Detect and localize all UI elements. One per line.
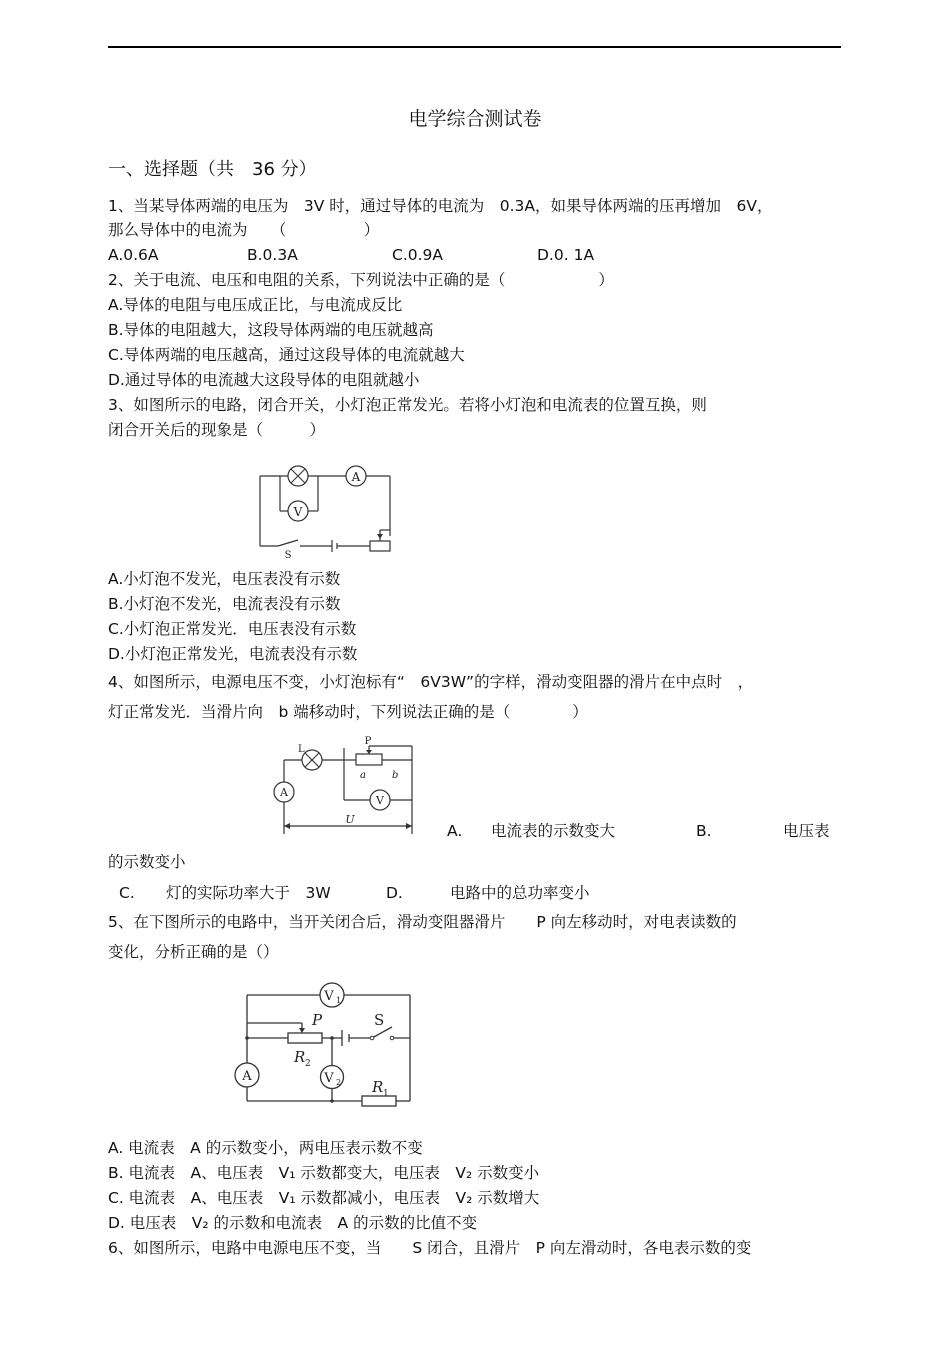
q6-stem-line1: 6、如图所示，电路中电源电压不变，当 S 闭合，且滑片 P 向左滑动时，各电表示数的变 xyxy=(108,1239,752,1257)
q5-option-b: B. 电流表 A、电压表 V₁ 示数都变大，电压表 V₂ 示数变小 xyxy=(108,1164,540,1182)
q5-stem-line2: 变化，分析正确的是（） xyxy=(108,943,279,961)
q2-option-b: B.导体的电阻越大，这段导体两端的电压就越高 xyxy=(108,321,434,339)
dimension-arrow-right-icon xyxy=(406,823,412,829)
q4-option-a-text: 电流表的示数变大 xyxy=(491,822,616,840)
q5-v1-label: V xyxy=(324,989,334,1004)
q5-v1-subscript: 1 xyxy=(336,996,342,1005)
q5-stem-line1: 5、在下图所示的电路中，当开关闭合后，滑动变阻器滑片 P 向左移动时，对电表读数的 xyxy=(108,913,737,931)
q5-option-d: D. 电压表 V₂ 的示数和电流表 A 的示数的比值不变 xyxy=(108,1214,478,1232)
q4-lamp-label: L xyxy=(298,744,305,755)
q4-slider-label: P xyxy=(364,736,372,747)
q5-r2-subscript: 2 xyxy=(305,1059,311,1069)
q1-option-d: D.0. 1A xyxy=(537,246,595,264)
q5-ammeter-label: A xyxy=(242,1069,252,1084)
q4-option-d-text: 电路中的总功率变小 xyxy=(450,884,590,902)
q3-stem-line1: 3、如图所示的电路，闭合开关，小灯泡正常发光。若将小灯泡和电流表的位置互换，则 xyxy=(108,396,707,414)
q2-option-d: D.通过导体的电流越大这段导体的电阻就越小 xyxy=(108,371,420,389)
q4-ammeter-label: A xyxy=(280,786,288,799)
q2-stem: 2、关于电流、电压和电阻的关系，下列说法中正确的是（ ） xyxy=(108,271,614,289)
q4-option-b-label: B. xyxy=(696,822,712,840)
q5-v2-label: V xyxy=(324,1071,334,1086)
q4-option-a-label: A. xyxy=(447,822,463,840)
q3-ammeter-label: A xyxy=(351,470,361,484)
q5-switch-label: S xyxy=(374,1011,385,1029)
q4-option-c-text: 灯的实际功率大于 3W xyxy=(166,884,331,902)
q3-option-a: A.小灯泡不发光，电压表没有示数 xyxy=(108,570,341,588)
q5-v2-subscript: 2 xyxy=(336,1078,342,1087)
q1-option-a: A.0.6A xyxy=(108,246,159,264)
q4-end-a-label: a xyxy=(360,770,366,781)
q5-circuit-diagram xyxy=(232,983,417,1108)
q3-switch-label: S xyxy=(284,550,292,561)
q4-option-d-label: D. xyxy=(386,884,403,902)
q3-voltmeter-label: V xyxy=(293,505,303,519)
q5-r2-label: R xyxy=(294,1048,306,1066)
q3-option-b: B.小灯泡不发光，电流表没有示数 xyxy=(108,595,341,613)
dimension-arrow-left-icon xyxy=(284,823,290,829)
slider-arrow-icon xyxy=(299,1028,305,1033)
q3-option-d: D.小灯泡正常发光，电流表没有示数 xyxy=(108,645,358,663)
q3-option-c: C.小灯泡正常发光．电压表没有示数 xyxy=(108,620,357,638)
q4-option-b-continuation: 的示数变小 xyxy=(108,853,186,871)
q2-option-a: A.导体的电阻与电压成正比，与电流成反比 xyxy=(108,296,403,314)
header-rule xyxy=(108,46,841,48)
q5-option-c: C. 电流表 A、电压表 V₁ 示数都减小，电压表 V₂ 示数增大 xyxy=(108,1189,540,1207)
q2-option-c: C.导体两端的电压越高，通过这段导体的电流就越大 xyxy=(108,346,465,364)
q1-stem-line1: 1、当某导体两端的电压为 3V 时，通过导体的电流为 0.3A，如果导体两端的压再增加 6V， xyxy=(108,197,773,215)
q4-option-b-text: 电压表 xyxy=(783,822,830,840)
section-heading: 一、选择题（共 36 分） xyxy=(108,159,317,180)
q3-circuit-diagram xyxy=(250,458,400,562)
q4-stem-line1: 4、如图所示，电源电压不变，小灯泡标有“ 6V3W”的字样，滑动变阻器的滑片在中点时 ， xyxy=(108,673,754,691)
q1-option-c: C.0.9A xyxy=(392,246,444,264)
q5-slider-label: P xyxy=(312,1011,323,1029)
q4-source-label: U xyxy=(345,813,355,826)
q5-option-a: A. 电流表 A 的示数变小，两电压表示数不变 xyxy=(108,1139,423,1157)
q4-option-c-label: C. xyxy=(119,884,135,902)
q4-voltmeter-label: V xyxy=(376,794,384,807)
q4-stem-line2: 灯正常发光．当滑片向 b 端移动时，下列说法正确的是（ ） xyxy=(108,703,588,721)
slider-arrow-icon xyxy=(377,534,383,539)
q4-circuit-diagram xyxy=(268,738,428,838)
q3-stem-line2: 闭合开关后的现象是（ ） xyxy=(108,421,326,439)
q5-r1-subscript: 1 xyxy=(383,1089,389,1099)
q5-r1-label: R xyxy=(372,1078,384,1096)
page-title: 电学综合测试卷 xyxy=(408,108,542,130)
q1-option-b: B.0.3A xyxy=(247,246,298,264)
q4-end-b-label: b xyxy=(392,770,399,781)
q1-stem-line2: 那么导体中的电流为 （ ） xyxy=(108,221,380,239)
